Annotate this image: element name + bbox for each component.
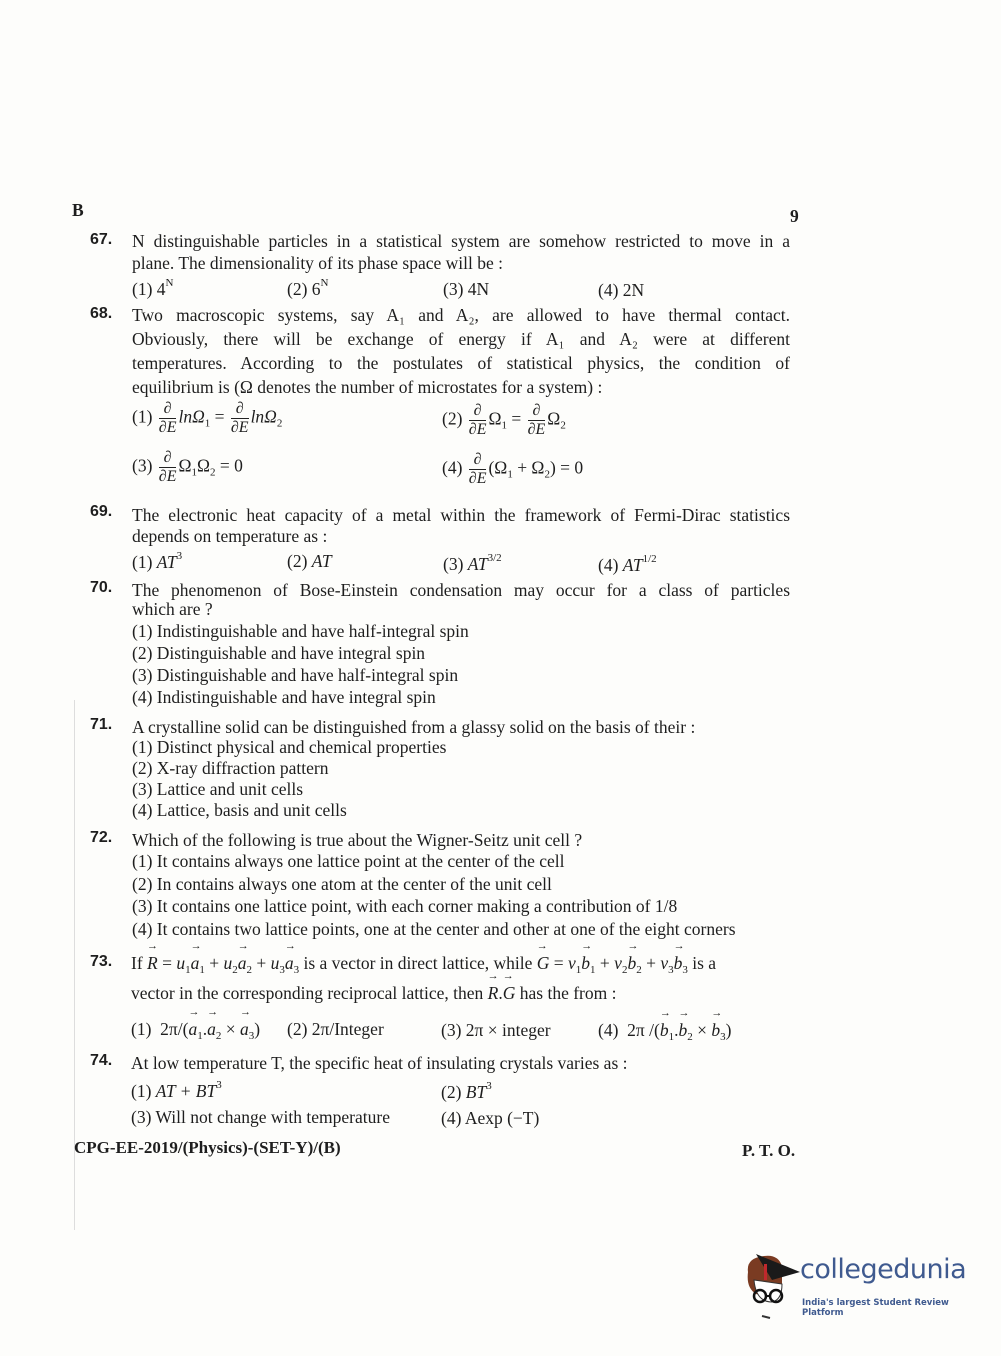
question-number: 70. — [90, 579, 113, 596]
option-1: (1) $4^N$ — [132, 277, 174, 299]
option-1: (1) $2\pi/(\to a_1.\to a_2$ × → $a_3$) — [131, 1019, 260, 1042]
option-2: (2) In contains always one atom at the center of the unit cell — [132, 874, 552, 894]
option-3: (3) Will not change with temperature — [131, 1107, 390, 1127]
collegedunia-logo — [742, 1250, 972, 1325]
page-number: 9 — [790, 206, 799, 226]
option-1: (1) $AT^3$ — [132, 550, 183, 572]
question-text: The electronic heat capacity of a metal within the framework of Fermi-Dirac statistics — [132, 505, 790, 525]
question-text: plane. The dimensionality of its phase space will be : — [132, 253, 503, 273]
option-1: (1) $\frac{\partial}{\partial E}$ lnΩ$_1$ = $\frac{\partial}{\partial E}$ lnΩ$_2$ — [132, 400, 283, 436]
option-4: (4) $AT^{1/2}$ — [598, 553, 657, 575]
question-number: 71. — [90, 716, 113, 733]
question-number: 72. — [90, 829, 113, 846]
option-3: (3) 4N — [443, 279, 490, 299]
option-4: (4) 2π /(→ $b_1.\to b_2$ × → $b_3$) — [598, 1020, 731, 1043]
option-2: (2) AT — [287, 551, 332, 571]
question-text: A crystalline solid can be distinguished from a glassy solid on the basis of their : — [132, 717, 696, 737]
option-3: (3) $\frac{\partial}{\partial E}$ $\Omega_1\Omega_2 = 0$ — [132, 449, 243, 485]
logo-wordmark: collegedunia — [800, 1254, 967, 1285]
option-2: (2) Distinguishable and have integral spin — [132, 643, 426, 663]
option-2: (2) $6^N$ — [287, 277, 329, 299]
option-4: (4) Aexp (−T) — [441, 1108, 540, 1128]
question-text: temperatures. According to the postulates of statistical physics, the condition of — [132, 353, 790, 373]
option-3: (3) It contains one lattice point, with each corner making a contribution of 1/8 — [132, 896, 678, 916]
question-text: Which of the following is true about the Wigner-Seitz unit cell ? — [132, 830, 583, 850]
option-4: (4) Indistinguishable and have integral spin — [132, 687, 436, 707]
option-2: (2) $BT^3$ — [441, 1080, 492, 1102]
option-3: (3) 2π × integer — [441, 1020, 551, 1040]
question-text: vector in the corresponding reciprocal lattice, then → R.→ G has the from : — [131, 983, 616, 1004]
question-text: $If \to R = u_1\to a_1 + u_2\to a_2 + u_3\to a_3$ is a vector in direct lattice, while → $G = v_1\to b_1 + v_2\to b_2 + v_3\to b_3$ is a — [131, 953, 716, 976]
question-number: 69. — [90, 503, 113, 520]
question-text: N distinguishable particles in a statistical system are somehow restricted to move in a — [132, 231, 790, 251]
question-text: depends on temperature as : — [132, 526, 328, 546]
option-2: (2) X-ray diffraction pattern — [132, 758, 329, 778]
option-2: (2) 2π/Integer — [287, 1019, 384, 1039]
question-number: 68. — [90, 305, 113, 322]
question-text: equilibrium is (Ω denotes the number of microstates for a system) : — [132, 377, 603, 397]
option-1: (1) It contains always one lattice point at the center of the cell — [132, 851, 565, 871]
question-text: The phenomenon of Bose-Einstein condensation may occur for a class of particles — [132, 580, 790, 600]
question-number: 73. — [90, 953, 113, 970]
question-text: which are ? — [132, 599, 213, 619]
option-1: (1) AT + $BT^3$ — [131, 1079, 222, 1101]
please-turn-over: P. T. O. — [742, 1141, 796, 1160]
option-3: (3) Distinguishable and have half-integral spin — [132, 665, 459, 685]
option-4: (4) 2N — [598, 280, 645, 300]
option-2: (2) $\frac{\partial}{\partial E}$ $\Omega_1$ = $\frac{\partial}{\partial E}$ $\Omega_2$ — [442, 402, 566, 438]
question-text: Two macroscopic systems, say A₁ and A₂, are allowed to have thermal contact. — [132, 305, 790, 325]
option-3: (3) $AT^{3/2}$ — [443, 552, 502, 574]
set-letter: B — [72, 200, 84, 220]
question-number: 67. — [90, 231, 113, 248]
option-3: (3) Lattice and unit cells — [132, 779, 304, 799]
question-text: Obviously, there will be exchange of energy if A₁ and A₂ were at different — [132, 329, 790, 349]
option-1: (1) Distinct physical and chemical properties — [132, 737, 447, 757]
option-4: (4) Lattice, basis and unit cells — [132, 800, 347, 820]
logo-tagline: India's largest Student Review Platform — [802, 1298, 949, 1318]
paper-code: CPG-EE-2019/(Physics)-(SET-Y)/(B) — [74, 1138, 341, 1157]
option-1: (1) Indistinguishable and have half-integral spin — [132, 621, 469, 641]
option-4: (4) It contains two lattice points, one at the center and other at one of the eight corners — [132, 919, 736, 939]
option-4: (4) $\frac{\partial}{\partial E}$ $(\Omega_1 + \Omega_2) = 0$ — [442, 451, 584, 487]
question-text: At low temperature T, the specific heat of insulating crystals varies as : — [131, 1053, 628, 1073]
question-number: 74. — [90, 1052, 113, 1069]
mascot-icon — [742, 1250, 802, 1320]
